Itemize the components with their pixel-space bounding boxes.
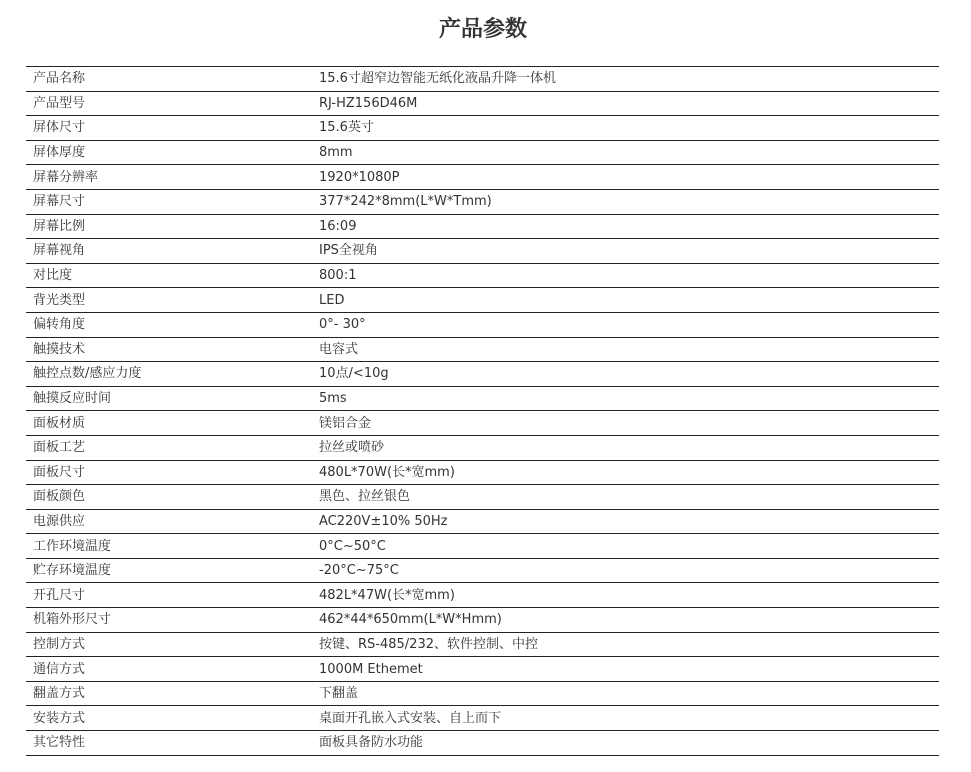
table-row (26, 657, 939, 682)
spec-value-cell: 462*44*650mm(L*W*Hmm) (311, 608, 939, 633)
table-row (26, 435, 939, 460)
spec-value-cell: 15.6英寸 (311, 116, 939, 141)
table-row (26, 608, 939, 633)
spec-name-cell: 触摸技术 (26, 337, 311, 362)
spec-value-cell: 拉丝或喷砂 (311, 435, 939, 460)
spec-value-cell: AC220V±10% 50Hz (311, 509, 939, 534)
spec-value-cell: 8mm (311, 140, 939, 165)
spec-value-cell: 1920*1080P (311, 165, 939, 190)
table-row (26, 288, 939, 313)
table-row (26, 485, 939, 510)
spec-name-cell: 贮存环境温度 (26, 558, 311, 583)
spec-table (26, 66, 939, 756)
table-row (26, 239, 939, 264)
spec-name-cell: 触摸反应时间 (26, 386, 311, 411)
spec-value-cell: 0°- 30° (311, 312, 939, 337)
spec-value-cell: LED (311, 288, 939, 313)
table-row (26, 558, 939, 583)
spec-value-cell: 16:09 (311, 214, 939, 239)
spec-value-cell: 0°C~50°C (311, 534, 939, 559)
spec-name-cell: 屏体尺寸 (26, 116, 311, 141)
spec-name-cell: 屏体厚度 (26, 140, 311, 165)
spec-value-cell: IPS全视角 (311, 239, 939, 264)
spec-name-cell: 面板材质 (26, 411, 311, 436)
table-row (26, 214, 939, 239)
spec-value-cell: 482L*47W(长*宽mm) (311, 583, 939, 608)
table-row (26, 91, 939, 116)
table-row (26, 140, 939, 165)
table-row (26, 386, 939, 411)
spec-value-cell: 镁铝合金 (311, 411, 939, 436)
spec-table-body (26, 67, 939, 756)
spec-name-cell: 背光类型 (26, 288, 311, 313)
spec-value-cell: 377*242*8mm(L*W*Tmm) (311, 189, 939, 214)
spec-name-cell: 通信方式 (26, 657, 311, 682)
table-row (26, 67, 939, 92)
spec-value-cell: RJ-HZ156D46M (311, 91, 939, 116)
table-row (26, 189, 939, 214)
spec-name-cell: 其它特性 (26, 731, 311, 756)
table-row (26, 312, 939, 337)
page-title: 产品参数 (438, 17, 527, 42)
spec-value-cell: 10点/<10g (311, 362, 939, 387)
spec-value-cell: -20°C~75°C (311, 558, 939, 583)
spec-value-cell: 面板具备防水功能 (311, 731, 939, 756)
spec-value-cell: 下翻盖 (311, 681, 939, 706)
table-row (26, 362, 939, 387)
spec-name-cell: 触控点数/感应力度 (26, 362, 311, 387)
spec-name-cell: 电源供应 (26, 509, 311, 534)
spec-name-cell: 面板工艺 (26, 435, 311, 460)
table-row (26, 460, 939, 485)
table-row (26, 411, 939, 436)
spec-value-cell: 电容式 (311, 337, 939, 362)
spec-name-cell: 安装方式 (26, 706, 311, 731)
table-row (26, 731, 939, 756)
spec-name-cell: 屏幕分辨率 (26, 165, 311, 190)
table-row (26, 116, 939, 141)
spec-value-cell: 5ms (311, 386, 939, 411)
spec-name-cell: 屏幕视角 (26, 239, 311, 264)
spec-value-cell: 黑色、拉丝银色 (311, 485, 939, 510)
spec-name-cell: 机箱外形尺寸 (26, 608, 311, 633)
table-row (26, 337, 939, 362)
table-row (26, 509, 939, 534)
table-row (26, 165, 939, 190)
table-row (26, 681, 939, 706)
spec-name-cell: 产品型号 (26, 91, 311, 116)
spec-value-cell: 1000M Ethemet (311, 657, 939, 682)
spec-name-cell: 翻盖方式 (26, 681, 311, 706)
spec-name-cell: 偏转角度 (26, 312, 311, 337)
table-row (26, 632, 939, 657)
table-row (26, 583, 939, 608)
spec-value-cell: 桌面开孔嵌入式安装、自上而下 (311, 706, 939, 731)
spec-name-cell: 开孔尺寸 (26, 583, 311, 608)
spec-name-cell: 控制方式 (26, 632, 311, 657)
spec-name-cell: 屏幕尺寸 (26, 189, 311, 214)
spec-name-cell: 面板尺寸 (26, 460, 311, 485)
table-row (26, 263, 939, 288)
spec-name-cell: 对比度 (26, 263, 311, 288)
spec-value-cell: 480L*70W(长*宽mm) (311, 460, 939, 485)
spec-value-cell: 按键、RS-485/232、软件控制、中控 (311, 632, 939, 657)
table-row (26, 706, 939, 731)
table-row (26, 534, 939, 559)
spec-name-cell: 产品名称 (26, 67, 311, 92)
spec-name-cell: 工作环境温度 (26, 534, 311, 559)
spec-value-cell: 15.6寸超窄边智能无纸化液晶升降一体机 (311, 67, 939, 92)
spec-value-cell: 800:1 (311, 263, 939, 288)
spec-name-cell: 屏幕比例 (26, 214, 311, 239)
spec-name-cell: 面板颜色 (26, 485, 311, 510)
